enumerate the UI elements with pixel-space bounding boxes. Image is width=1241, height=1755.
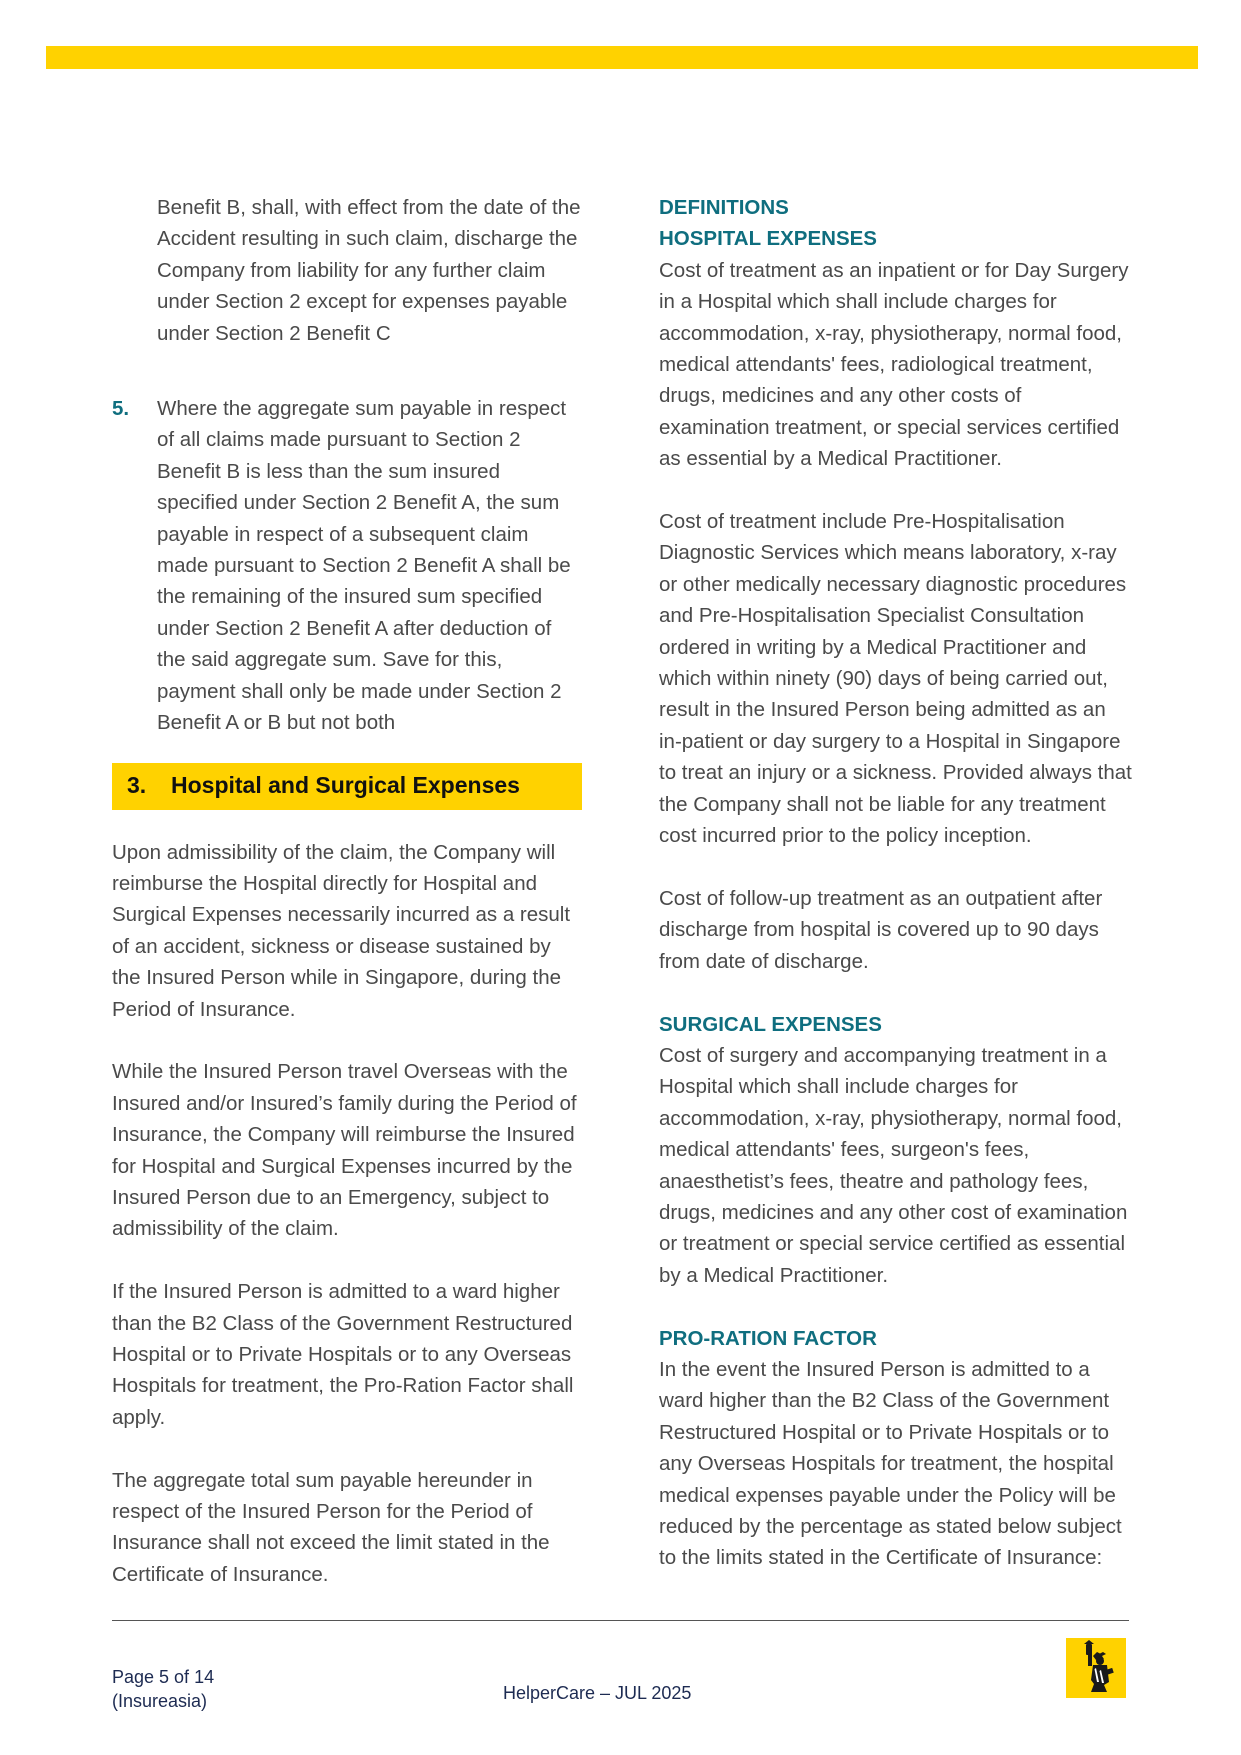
body-paragraph: Upon admissibility of the claim, the Company will reimburse the Hospital directly for Hospital and Surgical Expenses necessarily incurred as a result of an accident, sickness or disease sustained by the Insured Person while in Singapore, during the Period of Insurance. <box>112 840 571 1021</box>
list-item-number: 5. <box>112 397 130 421</box>
body-paragraph: If the Insured Person is admitted to a ward higher than the B2 Class of the Government Restructured Hospital or to Private Hospitals or to any Overseas Hospitals for treatment, the Pro-Ration Factor shall apply. <box>112 1280 574 1429</box>
page-number: Page 5 of 14 <box>112 1667 215 1687</box>
list-item-5 <box>112 393 582 738</box>
body-paragraph: While the Insured Person travel Overseas with the Insured and/or Insured’s family during the Period of Insurance, the Company will reimburse the Insured for Hospital and Surgical Expenses incurred by the Insured Person due to an Emergency, subject to admissibility of the claim. <box>112 1060 577 1241</box>
footer-divider <box>112 1620 1129 1621</box>
hospital-expenses-heading: HOSPITAL EXPENSES <box>659 227 877 251</box>
definition-paragraph: Cost of treatment as an inpatient or for Day Surgery in a Hospital which shall include charges for accommodation, x-ray, physiotherapy, normal food, medical attendants' fees, radiological treatment, drugs, medicines and any other costs of examination treatment, or special services certified as essential by a Medical Practitioner. <box>659 258 1129 471</box>
pro-ration-factor-heading: PRO-RATION FACTOR <box>659 1326 877 1350</box>
statue-of-liberty-icon <box>1066 1638 1126 1698</box>
definitions-heading: DEFINITIONS <box>659 196 789 219</box>
definition-paragraph: In the event the Insured Person is admitted to a ward higher than the B2 Class of the Government Restructured Hospital or to Private Hospitals or to any Overseas Hospitals for treatment, the hospital medical expenses payable under the Policy will be reduced by the percentage as stated below subject to the limits stated in the Certificate of Insurance: <box>659 1357 1122 1570</box>
section-heading-bar <box>112 763 582 810</box>
surgical-expenses-heading: SURGICAL EXPENSES <box>659 1012 882 1036</box>
left-column <box>112 192 582 1590</box>
body-paragraph: The aggregate total sum payable hereunder in respect of the Insured Person for the Period of Insurance shall not exceed the limit stated in the Certificate of Insurance. <box>112 1468 550 1586</box>
section-title: Hospital and Surgical Expenses <box>171 772 520 799</box>
list-item-text: Where the aggregate sum payable in respect of all claims made pursuant to Section 2 Benefit B is less than the sum insured specified under Section 2 Benefit A, the sum payable in respect of a subsequent claim made pursuant to Section 2 Benefit A shall be the remaining of the insured sum specified under Section 2 Benefit A after deduction of the said aggregate sum. Save for this, payment shall only be made under Section 2 Benefit A or B but not both <box>157 397 571 735</box>
item-4-continuation: Benefit B, shall, with effect from the date of the Accident resulting in such claim, discharge the Company from liability for any further claim under Section 2 except for expenses payable under Section 2 Benefit C <box>157 196 581 345</box>
company-name: (Insureasia) <box>112 1691 208 1711</box>
section-number: 3. <box>127 772 147 799</box>
top-accent-band <box>46 46 1198 69</box>
definition-paragraph: Cost of treatment include Pre-Hospitalisation Diagnostic Services which means laboratory, x-ray or other medically necessary diagnostic procedures and Pre-Hospitalisation Specialist Consultation ordered in writing by a Medical Practitioner and which within ninety (90) days of being carried out, result in the Insured Person being admitted as an in-patient or day surgery to a Hospital in Singapore to treat an injury or a sickness. Provided always that the Company shall not be liable for any treatment cost incurred prior to the policy inception. <box>659 510 1132 848</box>
definition-paragraph: Cost of follow-up treatment as an outpatient after discharge from hospital is covered up to 90 days from date of discharge. <box>659 886 1103 973</box>
definition-paragraph: Cost of surgery and accompanying treatment in a Hospital which shall include charges for accommodation, x-ray, physiotherapy, normal food, medical attendants' fees, surgeon's fees, anaesthetist’s fees, theatre and pathology fees, drugs, medicines and any other cost of examination or treatment or special service certified as essential by a Medical Practitioner. <box>659 1043 1128 1287</box>
footer-page-info <box>112 1665 214 1713</box>
right-column <box>659 192 1134 1574</box>
footer-product-date: HelperCare – JUL 2025 <box>503 1683 692 1703</box>
